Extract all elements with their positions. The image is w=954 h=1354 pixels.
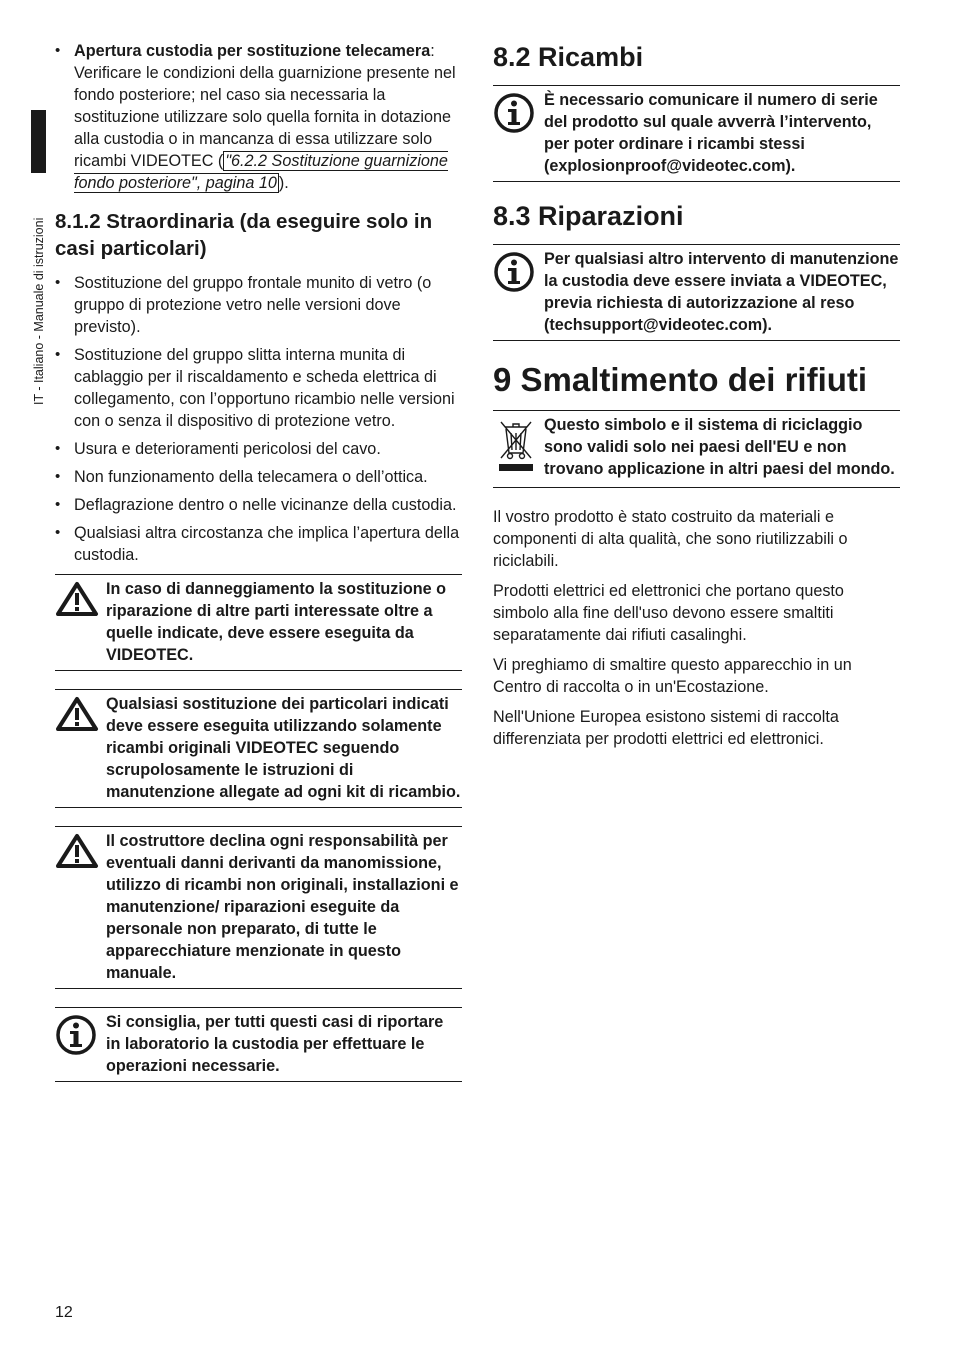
info-icon	[493, 248, 544, 336]
info-text: Si consiglia, per tutti questi casi di riportare in laboratorio la custodia per effettuare le operazioni necessarie.	[106, 1013, 444, 1075]
section-heading-8-1-2: 8.1.2 Straordinaria (da eseguire solo in casi particolari)	[55, 210, 433, 260]
info-icon	[493, 89, 544, 177]
paragraph: Il vostro prodotto è stato costruito da materiali e componenti di alta qualità, che sono riutilizzabili o riciclabili.	[493, 508, 848, 570]
maintenance-list	[55, 40, 462, 194]
weee-note	[493, 410, 900, 488]
warning-text: Il costruttore declina ogni responsabilità per eventuali danni derivanti da manomissione, utilizzo di ricambi non originali, installazioni e manutenzione/ riparazioni eseguite da personale non preparato, di tutte le apparecchiature menzionate in questo manuale.	[106, 832, 459, 982]
warning-note	[55, 689, 462, 808]
section-heading-8-3: 8.3 Riparazioni	[493, 201, 684, 231]
warning-note	[55, 826, 462, 989]
list-item: • Non funzionamento della telecamera o dell’ottica.	[55, 466, 462, 488]
info-text: Per qualsiasi altro intervento di manutenzione la custodia deve essere inviata a VIDEOTEC, previa richiesta di autorizzazione al reso (techsupport@videotec.com).	[544, 250, 899, 334]
bullet-text: : Verificare le condizioni della guarnizione presente nel fondo posteriore; nel caso sia necessaria la sostituzione utilizzare solo quella fornita in dotazione alla custodia o in mancanza di essa utilizzare solo ricambi VIDEOTEC (	[74, 42, 456, 170]
extraordinary-list	[55, 272, 462, 566]
bullet-text-end: ).	[278, 174, 289, 192]
sidebar-label: IT - Italiano - Manuale di istruzioni	[32, 217, 46, 405]
chapter-heading-9: 9 Smaltimento dei rifiuti	[493, 361, 868, 398]
info-note	[493, 244, 900, 341]
list-item: • Deflagrazione dentro o nelle vicinanze della custodia.	[55, 494, 462, 516]
left-column	[55, 40, 462, 1082]
list-item: • Qualsiasi altra circostanza che implica l’apertura della custodia.	[55, 522, 462, 566]
info-note	[55, 1007, 462, 1082]
disposal-paragraphs	[493, 506, 900, 750]
page-number: 12	[55, 1304, 73, 1321]
sidebar-marker	[31, 110, 46, 173]
warning-text: In caso di danneggiamento la sostituzione o riparazione di altre parti interessate oltre a quelle indicate, deve essere eseguita da VIDEOTEC.	[106, 580, 446, 664]
info-text: È necessario comunicare il numero di serie del prodotto sul quale avverrà l’intervento, per poter ordinare i ricambi stessi (explosionproof@videotec.com).	[544, 91, 878, 175]
paragraph: Nell'Unione Europea esistono sistemi di raccolta differenziata per prodotti elettrici ed elettronici.	[493, 708, 839, 748]
weee-bin-icon	[493, 414, 544, 483]
cross-reference-link[interactable]: "6.2.2 Sostituzione guarnizione fondo posteriore", pagina 10	[74, 152, 448, 192]
list-item	[55, 40, 462, 194]
weee-text: Questo simbolo e il sistema di riciclaggio sono validi solo nei paesi dell'EU e non trovano applicazione in altri paesi del mondo.	[544, 416, 895, 478]
list-item: • Usura e deterioramenti pericolosi del cavo.	[55, 438, 462, 460]
right-column	[493, 40, 900, 758]
paragraph: Prodotti elettrici ed elettronici che portano questo simbolo alla fine dell'uso devono essere smaltiti separatamente dai rifiuti casalinghi.	[493, 582, 844, 644]
warning-icon	[55, 830, 106, 984]
list-item: • Sostituzione del gruppo slitta interna munita di cablaggio per il riscaldamento e scheda elettrica di collegamento, con l’opportuno ricambio nelle versioni con o senza il dispositivo di protezione vetro.	[55, 344, 462, 432]
warning-text: Qualsiasi sostituzione dei particolari indicati deve essere eseguita utilizzando solamente ricambi originali VIDEOTEC seguendo scrupolosamente le istruzioni di manutenzione allegate ad ogni kit di ricambio.	[106, 695, 461, 801]
warning-icon	[55, 578, 106, 666]
warning-note	[55, 574, 462, 671]
section-heading-8-2: 8.2 Ricambi	[493, 42, 644, 72]
warning-icon	[55, 693, 106, 803]
list-item: • Sostituzione del gruppo frontale munito di vetro (o gruppo di protezione vetro nelle versioni dove previsto).	[55, 272, 462, 338]
bullet-bold-label: Apertura custodia per sostituzione telecamera	[74, 42, 431, 60]
info-note	[493, 85, 900, 182]
paragraph: Vi preghiamo di smaltire questo apparecchio in un Centro di raccolta o in un'Ecostazione.	[493, 656, 852, 696]
info-icon	[55, 1011, 106, 1077]
